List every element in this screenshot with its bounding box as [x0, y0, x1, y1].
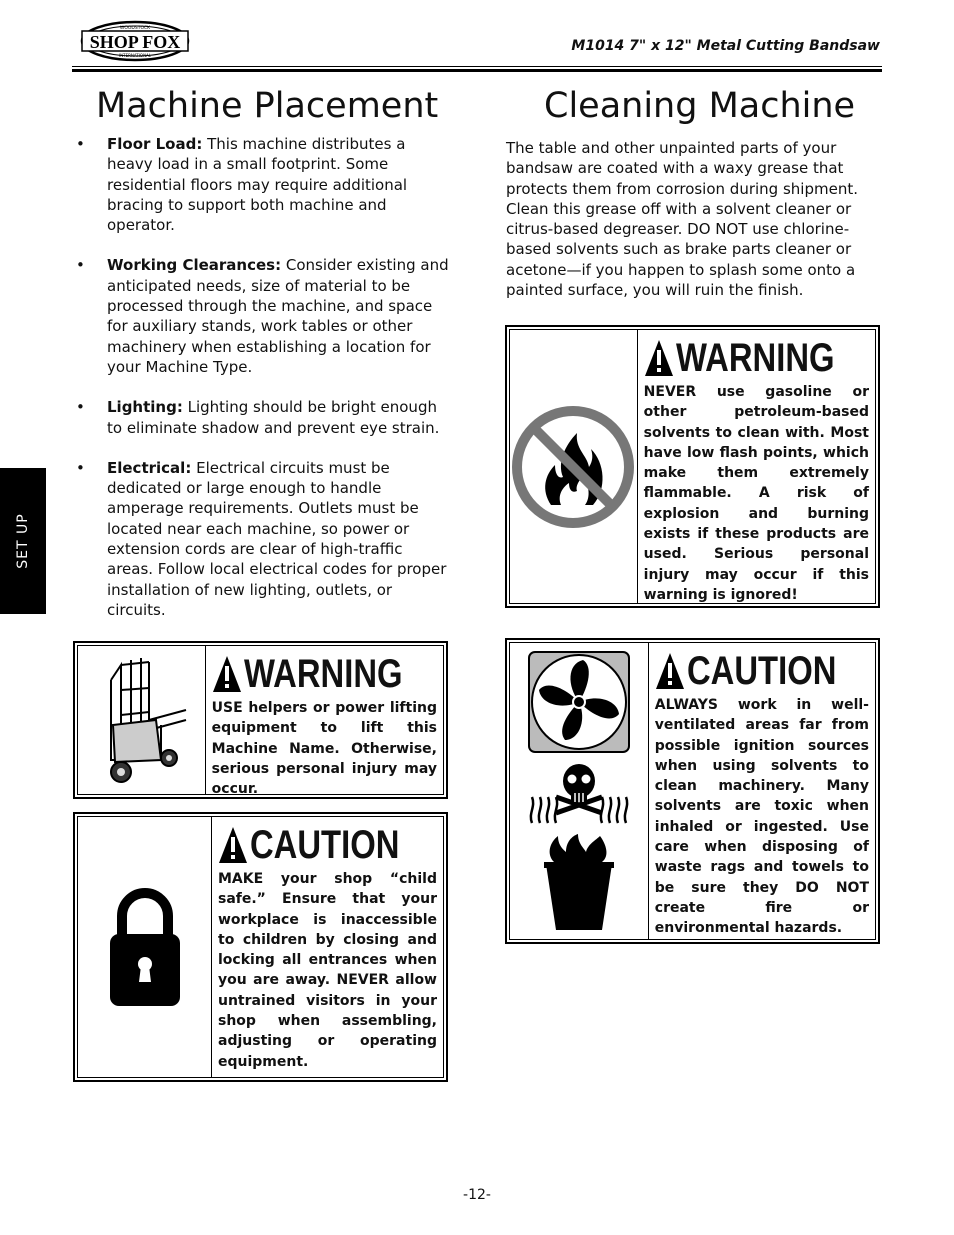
- cleaning-machine-title: Cleaning Machine: [544, 86, 856, 126]
- warning-label: WARNING: [675, 336, 835, 380]
- machine-placement-title: Machine Placement: [96, 86, 439, 126]
- logo-arc-bottom: INTERNATIONAL: [118, 53, 152, 58]
- page-number: -12-: [463, 1187, 491, 1203]
- list-item: [76, 458, 452, 620]
- placement-list: [76, 134, 452, 640]
- lift-warning-box: [73, 641, 448, 799]
- list-item: [76, 397, 452, 438]
- logo-text: SHOP FOX: [89, 32, 181, 52]
- no-fire-icon: [510, 330, 638, 603]
- warning-triangle-icon: [644, 338, 674, 378]
- item-term: Working Clearances:: [107, 256, 282, 275]
- side-tab: [0, 468, 46, 614]
- warning-text: USE helpers or power lifting equipment to lift this Machine Name. Otherwise, serious personal injury may occur.: [211, 700, 437, 798]
- logo-arc-top: WOODSTOCK: [119, 26, 151, 31]
- warning-label: WARNING: [243, 652, 403, 696]
- caution-triangle-icon: [218, 825, 248, 865]
- warning-triangle-icon: [212, 654, 242, 694]
- warning-badge: [644, 336, 869, 380]
- shop-fox-logo: [80, 20, 190, 62]
- caution-text: MAKE your shop “child safe.” Ensure that your workplace is inaccessible to children by closing and locking all entrances when you are away. NEVER allow untrained visitors in your shop when assembling, adjusting or operating equipment.: [218, 871, 437, 1070]
- warning-text: NEVER use gasoline or other petroleum-based solvents to clean with. Most have low flash points, which make them extremely flammable. A risk of explosion and burning exists if these products are used. Serious personal injury may occur if this warning is ignored!: [643, 384, 869, 603]
- item-text: Electrical circuits must be dedicated or large enough to handle amperage requirements. Outlets must be located near each machine, so power or extension cords are clear of high-traffic areas. Follow local electrical codes for proper installation of new lighting, outlets, or circuits.: [107, 458, 447, 619]
- caution-badge: [655, 649, 869, 693]
- hazard-icons: [510, 643, 649, 939]
- padlock-icon: [78, 817, 212, 1077]
- item-text: Lighting should be bright enough to eliminate shadow and prevent eye strain.: [107, 398, 440, 437]
- caution-text: ALWAYS work in well-ventilated areas far from possible ignition sources when using solvents to clean machinery. Many solvents are toxic when inhaled or ingested. Use care when disposing of waste rags and towels to be sure they DO NOT create fire or environmental hazards.: [654, 697, 869, 937]
- ventilation-caution-box: [505, 638, 880, 944]
- side-tab-label: SET UP: [15, 513, 31, 569]
- item-term: Lighting:: [107, 398, 183, 417]
- warning-badge: [212, 652, 437, 696]
- gasoline-warning-box: [505, 325, 880, 608]
- item-text: Consider existing and anticipated needs, size of material to be processed through the machine, and space for auxiliary stands, work tables or other machinery when establishing a location for your Machine Type.: [107, 256, 449, 376]
- item-term: Floor Load:: [107, 135, 203, 153]
- header-rule: [72, 66, 882, 72]
- caution-triangle-icon: [655, 651, 685, 691]
- caution-label: CAUTION: [250, 823, 400, 867]
- burning-trash-icon: [540, 832, 618, 932]
- list-item: [76, 134, 452, 235]
- list-item: [76, 255, 452, 377]
- manual-title: M1014 7" x 12" Metal Cutting Bandsaw: [571, 38, 880, 54]
- item-text: This machine distributes a heavy load in a small footprint. Some residential floors may require additional bracing to support both machine and operator.: [107, 135, 408, 235]
- fan-icon: [527, 650, 631, 754]
- item-term: Electrical:: [107, 458, 192, 477]
- caution-label: CAUTION: [686, 649, 837, 693]
- caution-badge: [218, 823, 437, 867]
- cleaning-paragraph: The table and other unpainted parts of your bandsaw are coated with a waxy grease that protects them from corrosion during shipment. Clean this grease off with a solvent cleaner or citrus-based degreaser. DO NOT use chlorine-based solvents such as brake parts cleaner or acetone—if you happen to splash some onto a painted surface, you will ruin the finish.: [506, 139, 858, 300]
- toxic-fumes-icon: [526, 761, 632, 825]
- child-caution-box: [73, 812, 448, 1082]
- hand-truck-icon: [78, 646, 206, 794]
